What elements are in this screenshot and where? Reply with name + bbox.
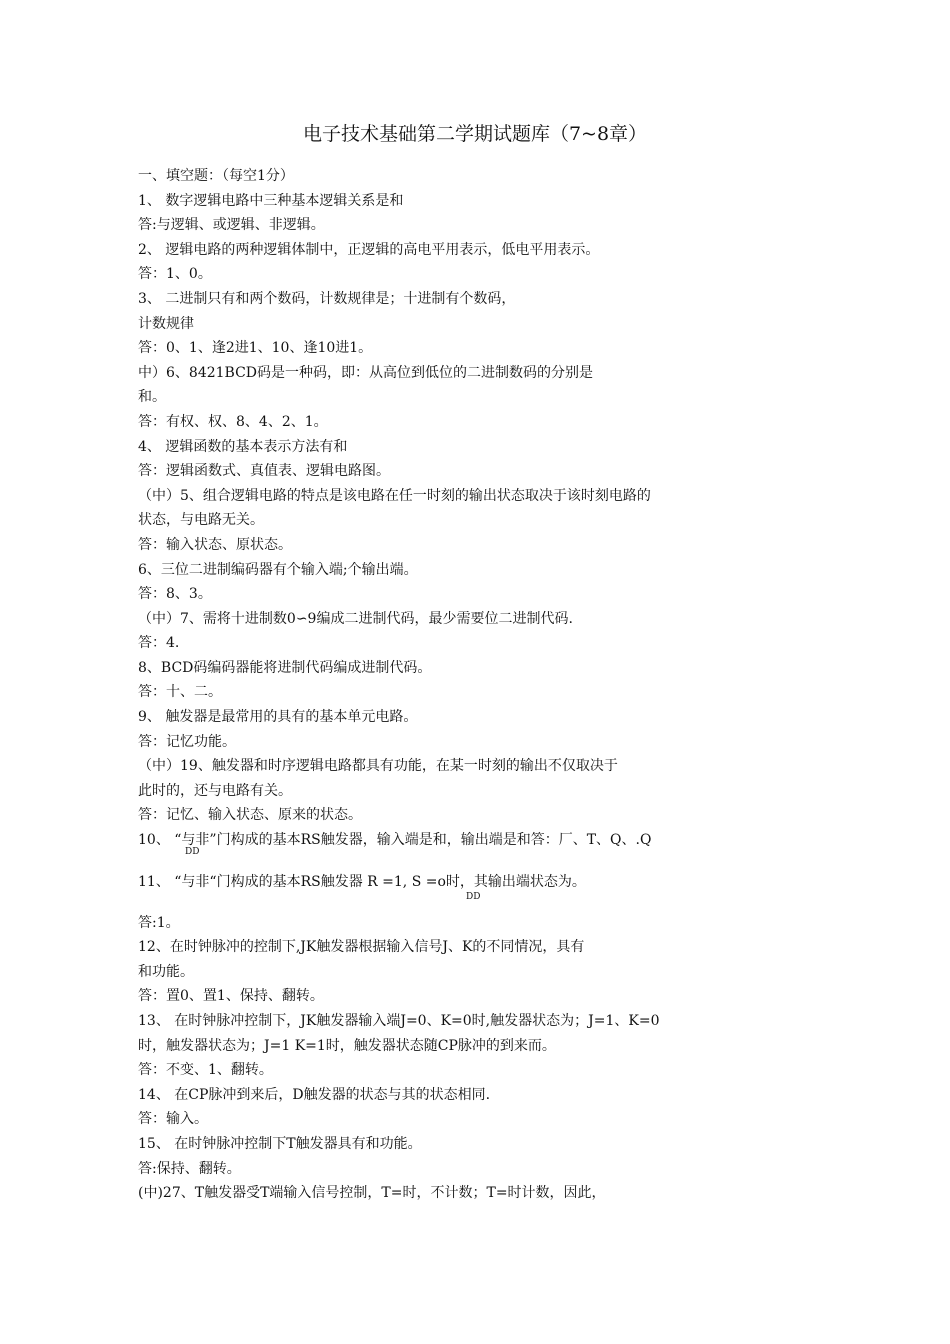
answer-line: 答：4. (138, 635, 180, 652)
question-10-text: 10、 “与非”门构成的基本RS触发器，输入端是和，输出端是和答：厂、T、Q、.Q (138, 832, 652, 849)
question-list (138, 164, 738, 1206)
question-line: 12、在时钟脉冲的控制下,JK触发器根据输入信号J、K的不同情况，具有 (138, 939, 585, 956)
answer-line: 答：不变、1、翻转。 (138, 1062, 273, 1079)
question-line: 9、 触发器是最常用的具有的基本单元电路。 (138, 709, 418, 726)
section-heading: 一、填空题：（每空1分） (138, 168, 294, 184)
question-line: 计数规律 (138, 315, 194, 332)
question-line: 时，触发器状态为；J=1 K=1时，触发器状态随CP脉冲的到来而。 (138, 1037, 556, 1054)
question-line: 1、 数字逻辑电路中三种基本逻辑关系是和 (138, 192, 404, 209)
answer-line: 答：十、二。 (138, 684, 222, 701)
question-line: 3、 二进制只有和两个数码，计数规律是；十进制有个数码， (138, 290, 516, 307)
answer-line: 答:保持、翻转。 (138, 1160, 241, 1177)
question-line: （中）5、组合逻辑电路的特点是该电路在任一时刻的输出状态取决于该时刻电路的 (138, 487, 651, 504)
answer-line: 答：逻辑函数式、真值表、逻辑电路图。 (138, 463, 390, 480)
question-line: 15、 在时钟脉冲控制下T触发器具有和功能。 (138, 1135, 422, 1152)
answer-line: 答：0、1、逢2进1、10、逢10进1。 (138, 340, 373, 357)
question-11-text: 11、 “与非“门构成的基本RS触发器 R =1, S =o时，其输出端状态为。 (138, 873, 586, 890)
answer-line: 答:与逻辑、或逻辑、非逻辑。 (138, 217, 325, 234)
answer-line: 答：记忆、输入状态、原来的状态。 (138, 807, 362, 824)
question-line: （中）19、触发器和时序逻辑电路都具有功能，在某一时刻的输出不仅取决于 (138, 758, 618, 775)
question-line: 此时的，还与电路有关。 (138, 782, 292, 799)
question-line: 中）6、8421BCD码是一种码，即：从高位到低位的二进制数码的分别是 (138, 364, 594, 381)
question-line: 和功能。 (138, 963, 194, 980)
question-line: 14、 在CP脉冲到来后，D触发器的状态与其的状态相同. (138, 1086, 491, 1103)
question-line: 13、 在时钟脉冲控制下，JK触发器输入端J=0、K=0时,触发器状态为；J=1、K=0 (138, 1013, 660, 1029)
answer-line: 答：记忆功能。 (138, 733, 236, 750)
question-line: 2、 逻辑电路的两种逻辑体制中，正逻辑的高电平用表示，低电平用表示。 (138, 241, 600, 258)
subscript-dd-q10: DD (185, 847, 200, 858)
answer-line: 答：输入状态、原状态。 (138, 536, 292, 553)
question-line: 8、BCD码编码器能将进制代码编成进制代码。 (138, 659, 432, 676)
document-title: 电子技术基础第二学期试题库（7~8章） (302, 123, 648, 145)
answer-line: 答：输入。 (138, 1111, 208, 1128)
question-line: 状态，与电路无关。 (138, 512, 264, 529)
question-line: （中）7、需将十进制数0∽9编成二进制代码，最少需要位二进制代码. (138, 610, 573, 627)
answer-line: 答：1、0。 (138, 266, 212, 283)
question-line-10 (138, 828, 738, 858)
answer-line: 答：有权、权、8、4、2、1。 (138, 413, 328, 430)
question-line: (中)27、T触发器受T端输入信号控制，T=时，不计数；T=时计数，因此， (138, 1185, 606, 1202)
question-line-11 (138, 868, 738, 902)
subscript-dd-q11: DD (466, 891, 481, 902)
question-line: 和。 (138, 389, 166, 406)
question-line: 4、 逻辑函数的基本表示方法有和 (138, 438, 348, 455)
answer-line: 答：8、3。 (138, 586, 212, 603)
question-line: 6、三位二进制编码器有个输入端;个输出端。 (138, 561, 418, 578)
answer-line: 答：置0、置1、保持、翻转。 (138, 988, 324, 1005)
answer-line: 答:1。 (138, 914, 180, 931)
